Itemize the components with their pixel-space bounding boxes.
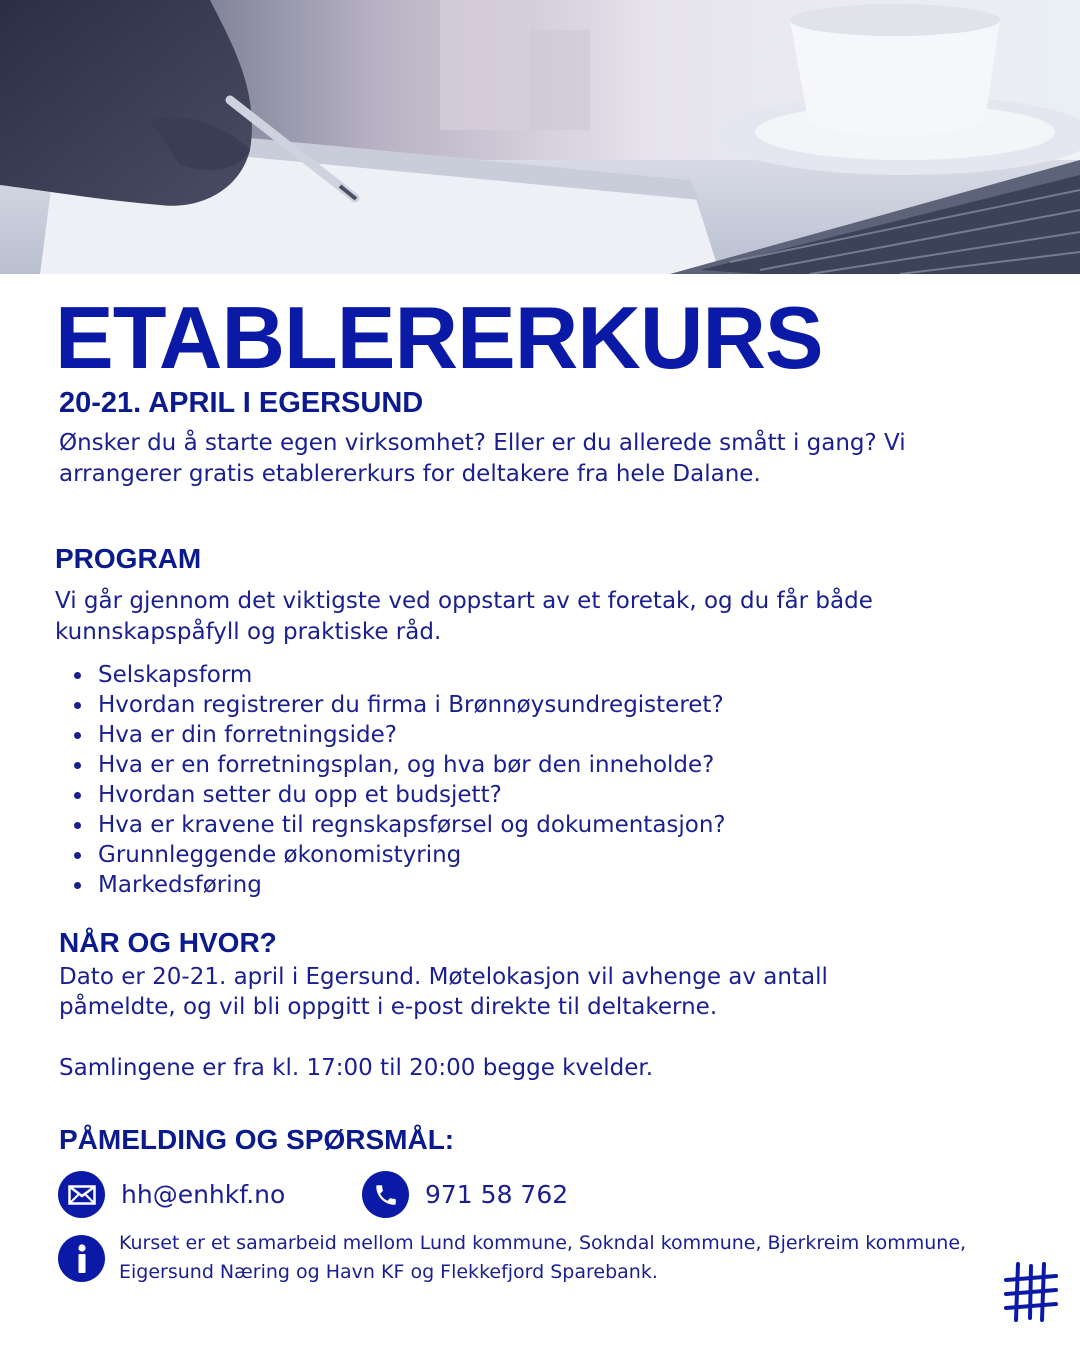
session-times: Samlingene er fra kl. 17:00 til 20:00 begge kvelder.	[59, 1055, 654, 1081]
program-intro: Vi går gjennom det viktigste ved oppstart av et foretak, og du får både kunnskapspåfyll og praktiske råd.	[55, 588, 873, 645]
program-heading: PROGRAM	[55, 543, 202, 574]
list-item: Hvordan setter du opp et budsjett?	[70, 780, 726, 810]
when-where-heading: NÅR OG HVOR?	[59, 927, 277, 958]
when-where-text: Dato er 20-21. april i Egersund. Møtelokasjon vil avhenge av antall påmeldte, og vil bli oppgitt i e-post direkte til deltakerne.	[59, 964, 828, 1020]
hero-photo-illustration	[0, 0, 1080, 274]
intro-paragraph: Ønsker du å starte egen virksomhet? Eller er du allerede smått i gang? Vi arrangerer gratis etablererkurs for deltakere fra hele Dalane.	[59, 430, 906, 487]
list-item: Selskapsform	[70, 660, 726, 690]
phone-number[interactable]: 971 58 762	[425, 1180, 569, 1209]
info-icon	[58, 1235, 105, 1282]
signup-heading: PÅMELDING OG SPØRSMÅL:	[59, 1124, 455, 1155]
partnership-note: Kurset er et samarbeid mellom Lund kommune, Sokndal kommune, Bjerkreim kommune, Eigersund Næring og Havn KF og Flekkefjord Sparebank.	[119, 1232, 967, 1283]
list-item: Hva er en forretningsplan, og hva bør den inneholde?	[70, 750, 726, 780]
list-item: Grunnleggende økonomistyring	[70, 840, 726, 870]
program-list	[70, 660, 726, 900]
date-location-subtitle: 20-21. APRIL I EGERSUND	[59, 387, 424, 419]
hero-image	[0, 0, 1080, 274]
mail-icon	[58, 1171, 105, 1218]
list-item: Markedsføring	[70, 870, 726, 900]
email-link[interactable]: hh@enhkf.no	[121, 1180, 286, 1209]
list-item: Hvordan registrerer du firma i Brønnøysundregisteret?	[70, 690, 726, 720]
page-title: ETABLERERKURS	[55, 288, 823, 387]
phone-icon	[362, 1171, 409, 1218]
list-item: Hva er din forretningside?	[70, 720, 726, 750]
logo-icon	[1002, 1262, 1060, 1326]
list-item: Hva er kravene til regnskapsførsel og dokumentasjon?	[70, 810, 726, 840]
